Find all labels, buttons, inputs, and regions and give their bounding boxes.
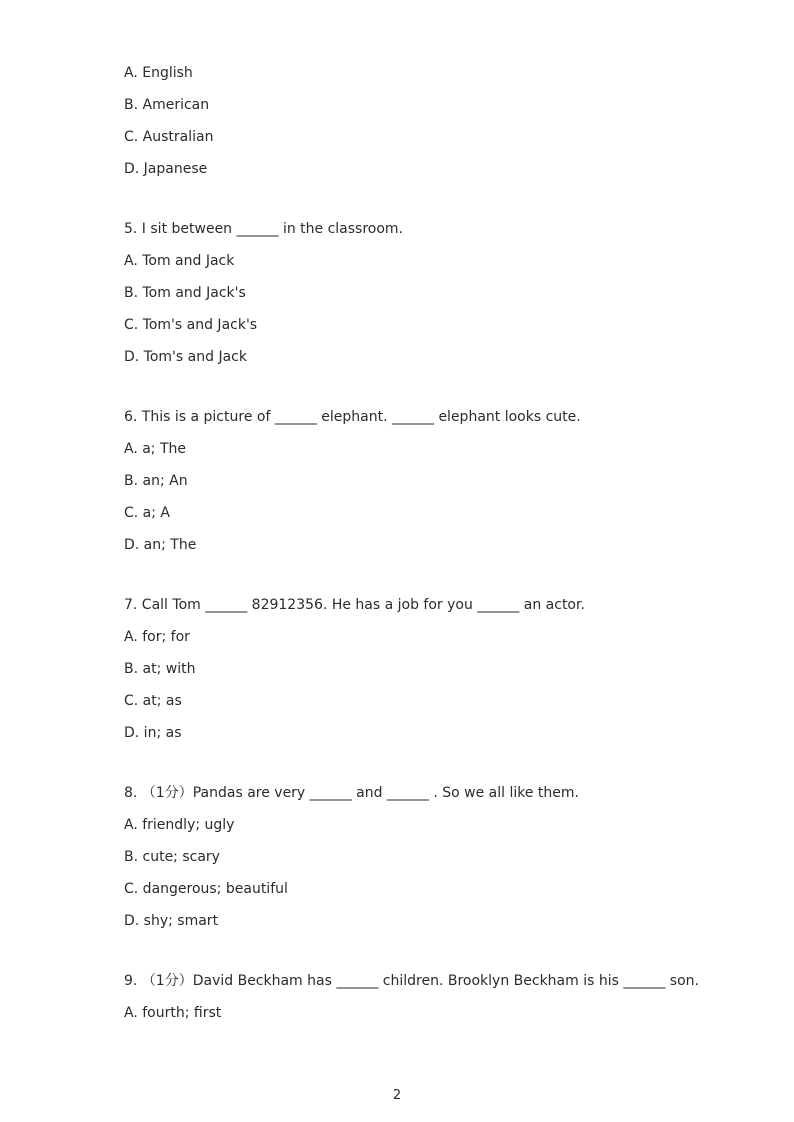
q5-option-c: C. Tom's and Jack's bbox=[124, 317, 258, 333]
q7-stem: 7. Call Tom ______ 82912356. He has a job for you ______ an actor. bbox=[124, 597, 585, 613]
q6-option-a: A. a; The bbox=[124, 441, 187, 457]
q6-stem: 6. This is a picture of ______ elephant. ______ elephant looks cute. bbox=[124, 409, 581, 425]
q7-option-b: B. at; with bbox=[124, 661, 196, 677]
q7-option-c: C. at; as bbox=[124, 693, 182, 709]
q5-option-b: B. Tom and Jack's bbox=[124, 285, 246, 301]
q8-stem: 8. （1分）Pandas are very ______ and ______ . So we all like them. bbox=[124, 785, 579, 801]
q9-stem: 9. （1分）David Beckham has ______ children. Brooklyn Beckham is his ______ son. bbox=[124, 973, 699, 989]
q4-option-b: B. American bbox=[124, 97, 210, 113]
q6-option-b: B. an; An bbox=[124, 473, 188, 489]
q6-option-d: D. an; The bbox=[124, 537, 197, 553]
q5-option-d: D. Tom's and Jack bbox=[124, 349, 247, 365]
q5-stem: 5. I sit between ______ in the classroom. bbox=[124, 221, 404, 237]
q5-option-a: A. Tom and Jack bbox=[124, 253, 235, 269]
q8-option-d: D. shy; smart bbox=[124, 913, 219, 929]
q7-option-d: D. in; as bbox=[124, 725, 182, 741]
q4-option-a: A. English bbox=[124, 65, 193, 81]
q7-option-a: A. for; for bbox=[124, 629, 190, 645]
q8-option-c: C. dangerous; beautiful bbox=[124, 881, 288, 897]
q4-option-c: C. Australian bbox=[124, 129, 214, 145]
q6-option-c: C. a; A bbox=[124, 505, 170, 521]
q9-option-a: A. fourth; first bbox=[124, 1005, 222, 1021]
page-number: 2 bbox=[392, 1088, 402, 1103]
q4-option-d: D. Japanese bbox=[124, 161, 208, 177]
q8-option-b: B. cute; scary bbox=[124, 849, 220, 865]
q8-option-a: A. friendly; ugly bbox=[124, 817, 235, 833]
